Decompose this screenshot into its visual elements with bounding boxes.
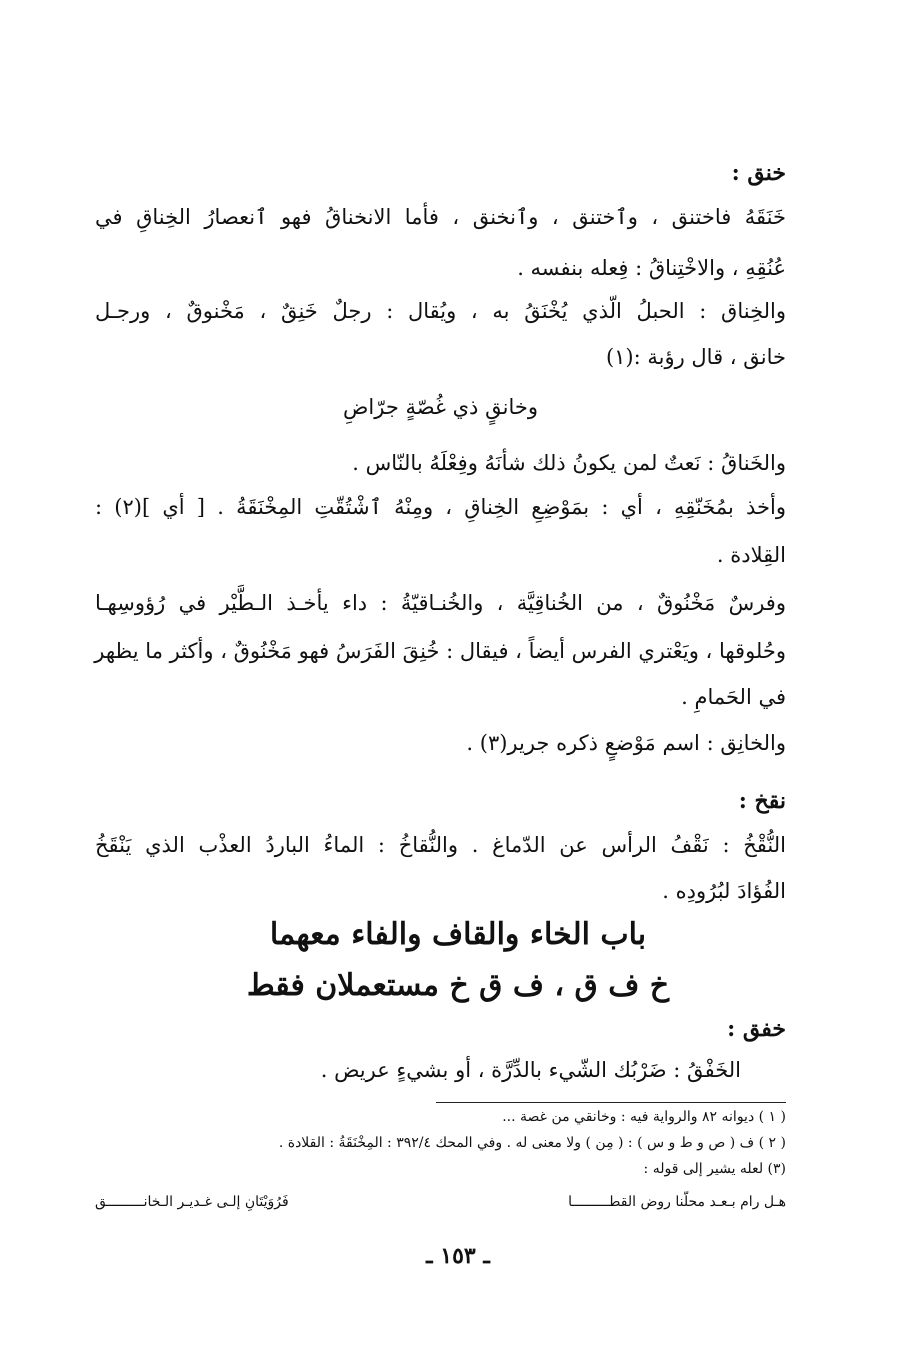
text-line: خانق ، قال رؤبة :(١) bbox=[605, 345, 786, 369]
entry-heading-khafaqa: خفق : bbox=[727, 1016, 786, 1042]
text-line: الفُؤادَ لبُرُودِه . bbox=[662, 879, 786, 903]
text-line: خَنَقَهُ فاختنق ، وٱختنق ، وٱنخنق ، فأما الانخناقُ فهو ٱنعصارُ الخِناقِ في bbox=[95, 205, 786, 229]
text-line: والخانِق : اسم مَوْضعٍ ذكره جرير(٣) . bbox=[466, 731, 786, 755]
chapter-title: باب الخاء والقاف والفاء معهما bbox=[269, 917, 647, 952]
text-line: وأخذ بمُخَنّقِهِ ، أي : بمَوْضِعِ الخِناقِ ، ومِنْهُ ٱشْتُقّتِ المِخْنَقَةُ . [ أي ](٢) : bbox=[95, 495, 786, 519]
footnote: (٣) لعله يشير إلى قوله : bbox=[643, 1161, 786, 1177]
poem-second-half: فَرُوَيْتَانِ إلـى غـديـر الـخانـــــــــق bbox=[95, 1194, 289, 1210]
text-line: وفرسٌ مَخْنُوقٌ ، من الخُناقِيَّة ، والخُنـاقيّةُ : داء يأخـذ الـطَّيْر في رُؤوسِهـا bbox=[95, 591, 786, 615]
entry-heading-nakhakha: نقخ : bbox=[738, 788, 786, 814]
poem-first-half: هـل رام بـعـد محلّنا روض القطـــــــــا bbox=[568, 1194, 786, 1210]
text-line: الخَفْقُ : ضَرْبُك الشّيء بالدِّرَّة ، أو بشيءٍ عريض . bbox=[320, 1058, 741, 1082]
footnote: ( ٢ ) ف ( ص و ط و س ) : ( مِن ) ولا معنى له . وفي المحك ٣٩٢/٤ : المِخْنَقَةُ : القلادة . bbox=[278, 1135, 786, 1151]
text-line: وحُلوقها ، ويَعْتري الفرس أيضاً ، فيقال : خُنِقَ الفَرَسُ فهو مَخْنُوقٌ ، وأكثر ما يظهر bbox=[94, 639, 786, 663]
text-line: النُّقْخُ : نَقْفُ الرأس عن الدّماغ . والنُّقاخُ : الماءُ الباردُ العذْب الذي يَنْقَخُ bbox=[95, 833, 786, 857]
footnote-poem bbox=[95, 1190, 786, 1214]
footnote: ( ١ ) ديوانه ٨٢ والرواية فيه : وخانقي من غصة ... bbox=[502, 1109, 786, 1125]
entry-heading-khanaqa: خنق : bbox=[731, 160, 786, 186]
footnote-separator bbox=[436, 1102, 786, 1103]
text-line: والخَناقُ : نَعتٌ لمن يكونُ ذلك شأنَهُ وفِعْلَهُ بالنّاس . bbox=[352, 451, 786, 475]
verse-line: وخانقٍ ذي غُصّةٍ جرّاضِ bbox=[343, 395, 538, 419]
text-line: والخِناق : الحبلُ الّذي يُخْنَقُ به ، ويُقال : رجلٌ خَنِقٌ ، مَخْنوقٌ ، ورجـل bbox=[95, 299, 786, 323]
text-line: القِلادة . bbox=[716, 543, 786, 567]
text-line: في الحَمامِ . bbox=[681, 685, 786, 709]
page-number: ـ ١٥٣ ـ bbox=[426, 1243, 490, 1269]
chapter-subtitle: خ ف ق ، ف ق خ مستعملان فقط bbox=[246, 968, 670, 1003]
text-line: عُنُقِهِ ، والاخْتِناقُ : فِعله بنفسه . bbox=[517, 256, 786, 280]
